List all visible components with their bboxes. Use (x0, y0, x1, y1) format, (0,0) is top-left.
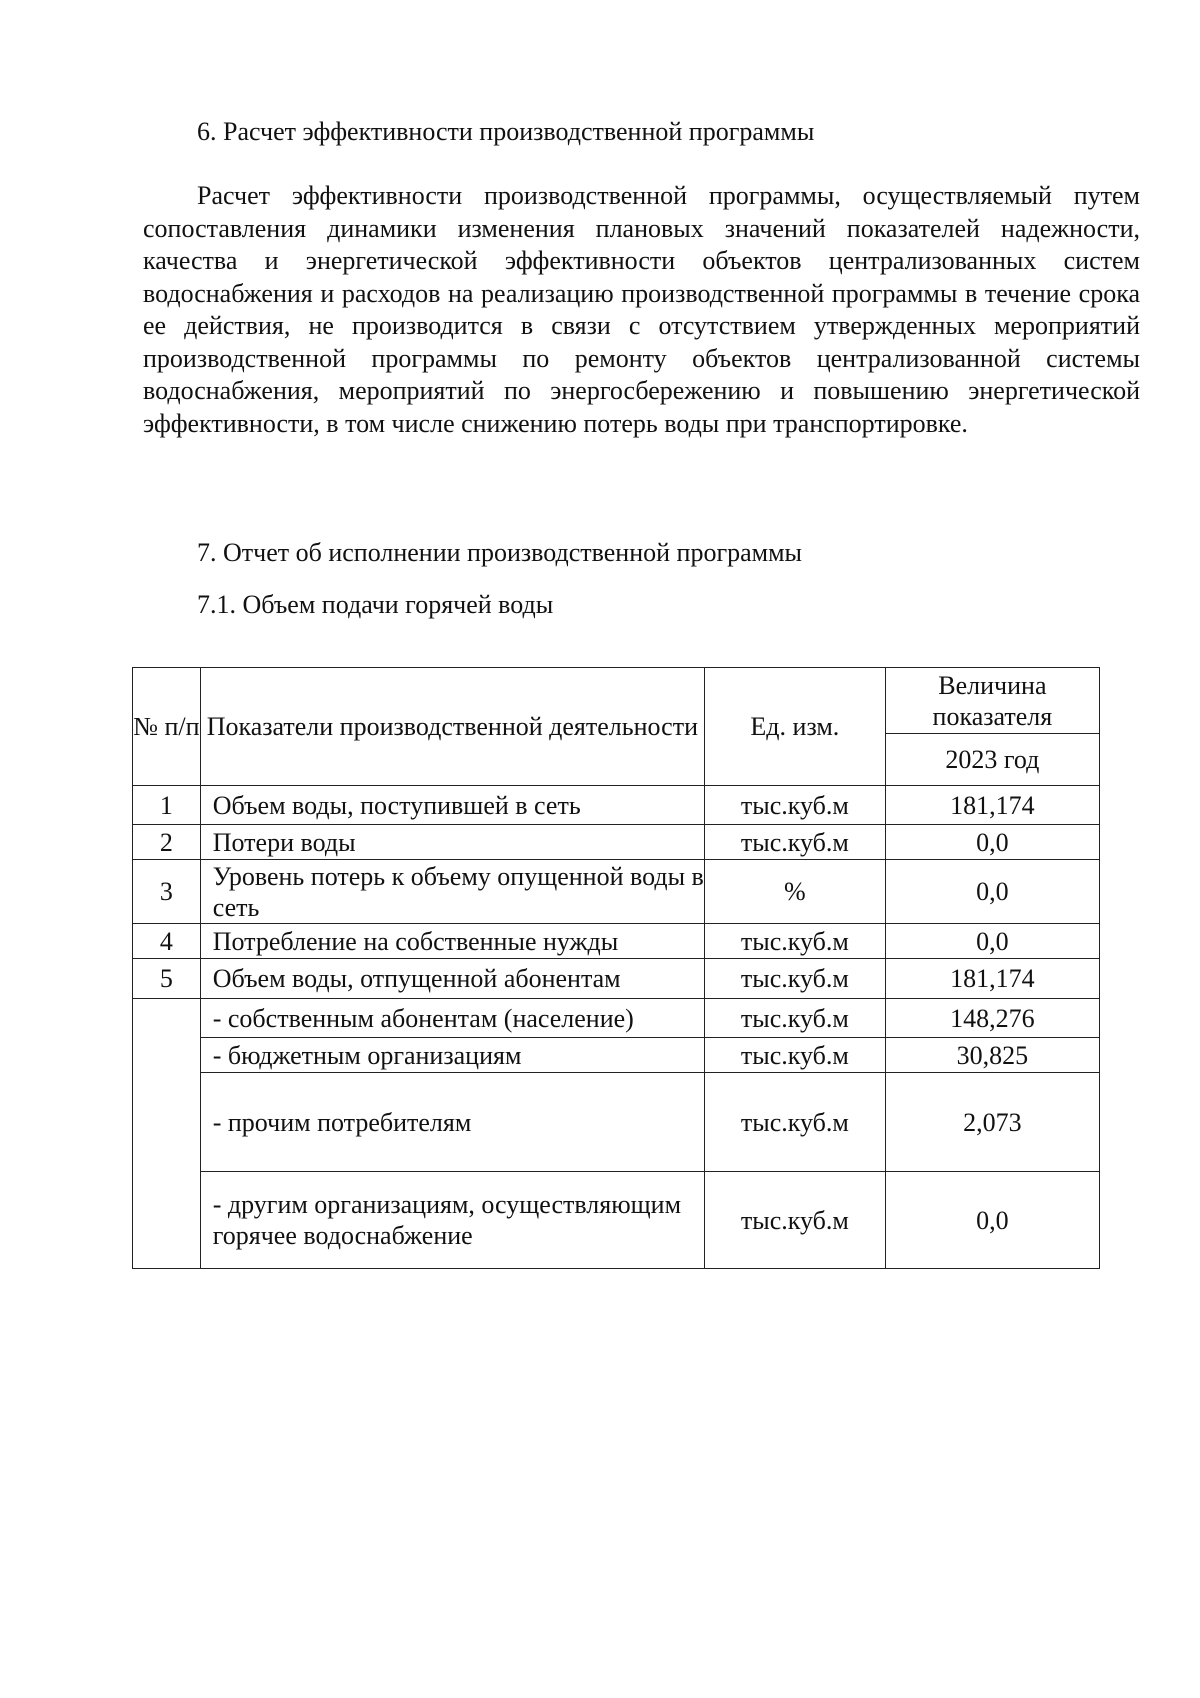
section-6-heading: 6. Расчет эффективности производственной программы (197, 117, 815, 146)
row-indicator: Потери воды (200, 825, 704, 860)
row-num: 4 (133, 924, 201, 959)
row-indicator: - другим организациям, осуществляющим горячее водоснабжение (200, 1172, 704, 1269)
row-indicator: - прочим потребителям (200, 1073, 704, 1172)
row-unit: тыс.куб.м (704, 825, 885, 860)
water-supply-table (132, 667, 1100, 1269)
row-num: 5 (133, 959, 201, 999)
header-year: 2023 год (885, 734, 1099, 786)
row-value: 148,276 (885, 999, 1099, 1038)
header-indicator: Показатели производственной деятельности (200, 668, 704, 786)
row-num: 2 (133, 825, 201, 860)
row-indicator: Потребление на собственные нужды (200, 924, 704, 959)
row-num-blank (133, 999, 201, 1269)
row-unit: тыс.куб.м (704, 959, 885, 999)
row-indicator: Объем воды, отпущенной абонентам (200, 959, 704, 999)
row-value: 0,0 (885, 860, 1099, 924)
header-unit: Ед. изм. (704, 668, 885, 786)
row-unit: тыс.куб.м (704, 924, 885, 959)
table-row (133, 1172, 1100, 1269)
row-num: 1 (133, 786, 201, 825)
row-indicator: - бюджетным организациям (200, 1038, 704, 1073)
table-row (133, 786, 1100, 825)
row-value: 30,825 (885, 1038, 1099, 1073)
header-num: № п/п (133, 668, 201, 786)
table-row (133, 1073, 1100, 1172)
row-indicator: Уровень потерь к объему опущенной воды в сеть (200, 860, 704, 924)
row-value: 0,0 (885, 924, 1099, 959)
table-header-row (133, 668, 1100, 734)
row-value: 181,174 (885, 786, 1099, 825)
row-unit: тыс.куб.м (704, 1038, 885, 1073)
table-row (133, 999, 1100, 1038)
row-unit: тыс.куб.м (704, 786, 885, 825)
section-7-heading: 7. Отчет об исполнении производственной программы (197, 538, 803, 567)
row-unit: тыс.куб.м (704, 999, 885, 1038)
row-unit: % (704, 860, 885, 924)
row-unit: тыс.куб.м (704, 1073, 885, 1172)
table-row (133, 959, 1100, 999)
row-value: 0,0 (885, 825, 1099, 860)
row-value: 181,174 (885, 959, 1099, 999)
table-row (133, 825, 1100, 860)
row-value: 0,0 (885, 1172, 1099, 1269)
table-row (133, 860, 1100, 924)
row-value: 2,073 (885, 1073, 1099, 1172)
table-row (133, 1038, 1100, 1073)
row-indicator: - собственным абонентам (население) (200, 999, 704, 1038)
table-row (133, 924, 1100, 959)
row-num: 3 (133, 860, 201, 924)
row-indicator: Объем воды, поступившей в сеть (200, 786, 704, 825)
row-unit: тыс.куб.м (704, 1172, 885, 1269)
header-value: Величина показателя (885, 668, 1099, 734)
section-6-paragraph: Расчет эффективности производственной программы, осуществляемый путем сопоставления динамики изменения плановых значений показателей надежности, качества и энергетической эффективности объектов централизованных систем водоснабжения и расходов на реализацию производственной программы в течение срока ее действия, не производится в связи с отсутствием утвержденных мероприятий производственной программы по ремонту объектов централизованной системы водоснабжения, мероприятий по энергосбережению и повышению энергетической эффективности, в том числе снижению потерь воды при транспортировке. (143, 181, 1140, 438)
section-7-1-subheading: 7.1. Объем подачи горячей воды (197, 590, 554, 619)
